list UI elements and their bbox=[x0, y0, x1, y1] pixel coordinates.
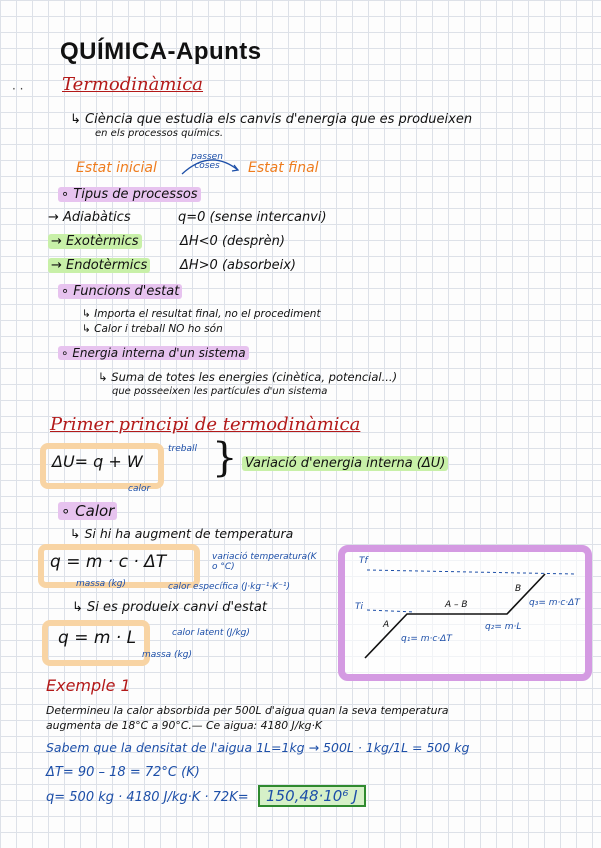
exemple-heading: Exemple 1 bbox=[46, 676, 131, 695]
graph-a: A bbox=[383, 620, 390, 630]
phase-change-graph bbox=[338, 545, 592, 681]
funcions-line-1: ↳ Importa el resultat final, no el procediment bbox=[82, 308, 321, 320]
heading-primer-principi: Primer principi de termodinàmica bbox=[50, 414, 361, 435]
augment-temperatura: ↳ Si hi ha augment de temperatura bbox=[70, 526, 294, 541]
variacio-temperatura: variació temperatura(K o °C) bbox=[212, 552, 317, 572]
margin-dots: · · bbox=[12, 82, 24, 96]
definition-line-2: en els processos químics. bbox=[95, 128, 224, 139]
passen-coses-label: passen coses bbox=[191, 152, 223, 171]
energia-interna: ∘ Energia interna d'un sistema bbox=[58, 346, 249, 360]
energia-line-2: que posseeixen les partícules d'un sistema bbox=[112, 386, 328, 397]
massa-label: massa (kg) bbox=[76, 579, 126, 589]
exemple-line-1: Determineu la calor absorbida per 500L d'aigua quan la seva temperatura bbox=[46, 704, 449, 717]
graph-ti: Ti bbox=[355, 602, 363, 612]
exotermics-label: → Exotèrmics bbox=[48, 234, 142, 249]
calor-especifica: calor específica (J·kg⁻¹·K⁻¹) bbox=[168, 582, 291, 592]
graph-q1: q₁= m·c·ΔT bbox=[401, 634, 452, 644]
estat-inicial: Estat inicial bbox=[76, 160, 157, 176]
graph-ab: A – B bbox=[445, 600, 468, 610]
exemple-line-2: augmenta de 18°C a 90°C.— Ce aigua: 4180 J/kg·K bbox=[46, 719, 322, 732]
endotermics-label: → Endotèrmics bbox=[48, 258, 150, 273]
graph-b: B bbox=[515, 584, 522, 594]
variacio-energia: Variació d'energia interna (ΔU) bbox=[242, 456, 448, 471]
graph-q2: q₂= m·L bbox=[485, 622, 522, 632]
calor-latent: calor latent (J/kg) bbox=[172, 628, 250, 638]
exemple-line-4: ΔT= 90 – 18 = 72°C (K) bbox=[46, 765, 200, 780]
exemple-line-5: q= 500 kg · 4180 J/kg·K · 72K= bbox=[46, 790, 249, 805]
funcions-line-2: ↳ Calor i treball NO ho són bbox=[82, 323, 223, 335]
answer-box: 150,48·10⁶ J bbox=[258, 786, 366, 805]
adiabatics-eq: q=0 (sense intercanvi) bbox=[178, 210, 327, 225]
exotermics-eq: ΔH<0 (desprèn) bbox=[180, 234, 285, 249]
adiabatics-label: → Adiabàtics bbox=[48, 210, 131, 225]
graph-lines bbox=[345, 552, 585, 674]
page-title: QUÍMICA-Apunts bbox=[60, 38, 262, 65]
endotermics-eq: ΔH>0 (absorbeix) bbox=[180, 258, 296, 273]
energia-line-1: ↳ Suma de totes les energies (cinètica, potencial...) bbox=[98, 370, 398, 384]
brace-icon: } bbox=[212, 435, 238, 481]
formula-du: ΔU= q + W bbox=[52, 452, 143, 471]
graph-tf: Tf bbox=[359, 556, 368, 566]
definition-line-1: ↳ Ciència que estudia els canvis d'energia que es produeixen bbox=[70, 112, 473, 127]
exemple-line-3: Sabem que la densitat de l'aigua 1L=1kg → 500L · 1kg/1L = 500 kg bbox=[46, 740, 470, 755]
tipus-processos: ∘ Tipus de processos bbox=[58, 187, 201, 202]
heading-termodinamica: Termodinàmica bbox=[62, 74, 204, 95]
formula-q-ml: q = m · L bbox=[58, 628, 137, 648]
canvi-estat: ↳ Si es produeix canvi d'estat bbox=[72, 600, 267, 615]
curved-arrow-icon bbox=[178, 150, 242, 178]
estat-final: Estat final bbox=[248, 160, 319, 176]
massa-label-2: massa (kg) bbox=[142, 650, 192, 660]
graph-q3: q₃= m·c·ΔT bbox=[529, 598, 580, 608]
calor-heading: ∘ Calor bbox=[58, 502, 117, 520]
funcions-estat: ∘ Funcions d'estat bbox=[58, 284, 182, 299]
treball-label: treball bbox=[168, 444, 197, 454]
formula-q-mcdt: q = m · c · ΔT bbox=[50, 552, 167, 572]
calor-label: calor bbox=[128, 484, 151, 494]
